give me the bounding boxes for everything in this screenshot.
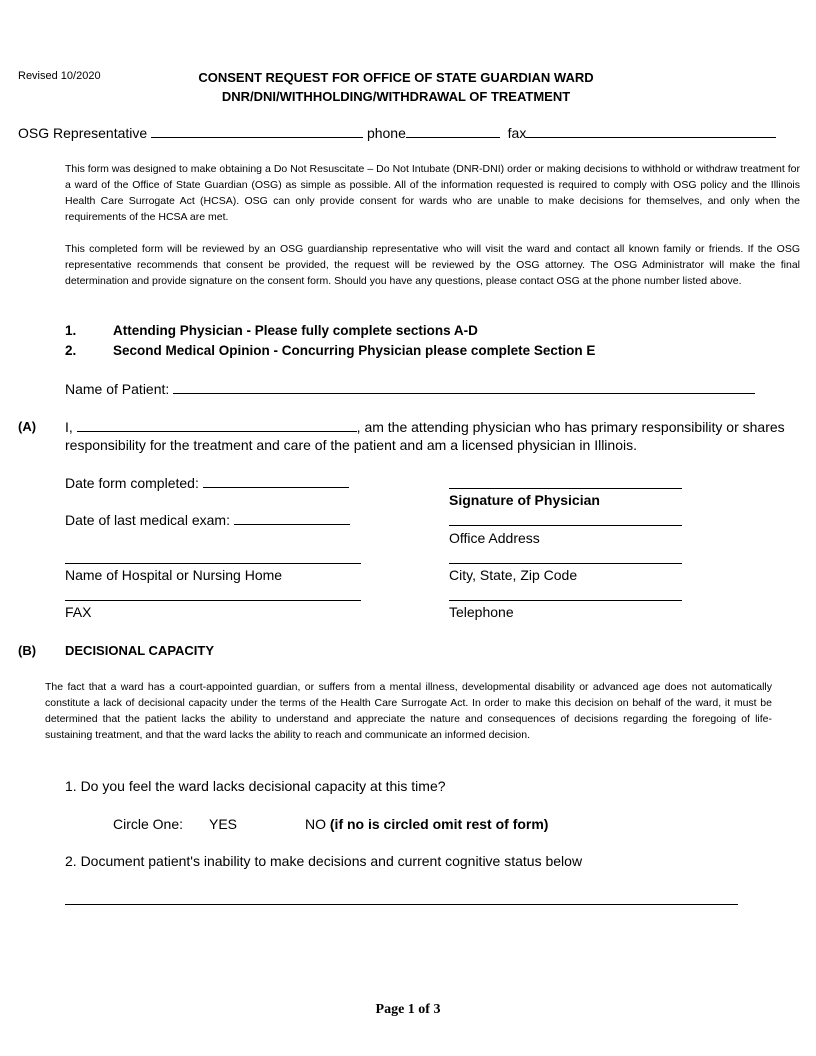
patient-name-label: Name of Patient: [65, 381, 170, 397]
city-state-zip-label: City, State, Zip Code [449, 567, 578, 583]
osg-rep-label: OSG Representative [18, 125, 148, 141]
no-option-row [305, 816, 548, 832]
no-option[interactable]: NO [305, 816, 326, 832]
signature-field[interactable] [449, 488, 682, 489]
signature-label: Signature of Physician [449, 492, 600, 508]
yes-option[interactable]: YES [209, 816, 238, 832]
revision-date: Revised 10/2020 [18, 70, 101, 82]
date-completed-row [65, 474, 349, 491]
date-completed-field[interactable] [203, 474, 349, 488]
date-exam-field[interactable] [234, 511, 350, 525]
fax-number-field[interactable] [65, 600, 361, 601]
cognitive-status-field[interactable] [65, 904, 738, 905]
telephone-label: Telephone [449, 604, 514, 620]
step-1-text: Attending Physician - Please fully complete sections A-D [113, 323, 478, 338]
intro-paragraph-2: This completed form will be reviewed by an OSG guardianship representative who will visit the ward and contact all known family or friends. If the OSG representative recommends that consent be provided, the request will be reviewed by the OSG attorney. The OSG Administrator will make the final determination and provide signature on the consent form. Should you have any questions, please contact OSG at the phone number listed above. [65, 243, 800, 287]
physician-statement-line-2: responsibility for the treatment and care of the patient and am a licensed physician in Illinois. [65, 437, 637, 453]
title-line-2: DNR/DNI/WITHHOLDING/WITHDRAWAL OF TREATMENT [221, 89, 571, 104]
hospital-label: Name of Hospital or Nursing Home [65, 567, 283, 583]
fax-number-label: FAX [65, 604, 92, 620]
step-1 [65, 323, 478, 338]
hospital-field[interactable] [65, 563, 361, 564]
date-completed-label: Date form completed: [65, 475, 199, 491]
telephone-field[interactable] [449, 600, 682, 601]
section-b-label: (B) [18, 643, 37, 658]
form-title [140, 68, 652, 106]
office-address-label: Office Address [449, 530, 540, 546]
city-state-zip-field[interactable] [449, 563, 682, 564]
question-1: 1. Do you feel the ward lacks decisional capacity at this time? [65, 778, 446, 794]
phone-field[interactable] [406, 124, 500, 138]
fax-label: fax [507, 125, 527, 141]
step-2 [65, 343, 595, 358]
question-2: 2. Document patient's inability to make decisions and current cognitive status below [65, 853, 583, 869]
phone-label: phone [366, 125, 406, 141]
section-b-title: DECISIONAL CAPACITY [65, 643, 215, 658]
decisional-capacity-paragraph: The fact that a ward has a court-appointed guardian, or suffers from a mental illness, developmental disability or advanced age does not automatically constitute a lack of decisional capacity under the terms of the Health Care Surrogate Act. In order to make this decision on behalf of the ward, it must be determined that the patient lacks the ability to understand and appreciate the nature and consequences of decisions regarding the foregoing of life-sustaining treatment, and that the ward lacks the ability to reach and communicate an informed decision. [45, 681, 772, 741]
page-number: Page 1 of 3 [375, 1002, 441, 1017]
circle-one-label: Circle One: [113, 816, 184, 832]
date-exam-label: Date of last medical exam: [65, 512, 230, 528]
physician-statement-prefix: I, [65, 419, 73, 435]
intro-paragraph-1: This form was designed to make obtaining a Do Not Resuscitate – Do Not Intubate (DNR-DNI) order or making decisions to withhold or withdraw treatment for a ward of the Office of State Guardian (OSG) as simple as possible. All of the information requested is required to comply with OSG policy and the Illinois Health Care Surrogate Act (HCSA). OSG can only provide consent for wards who are unable to make decisions for themselves, and only when the requirements of the HCSA are met. [65, 163, 800, 223]
physician-statement-suffix: , am the attending physician who has primary responsibility or shares [356, 419, 785, 435]
step-1-number: 1. [65, 323, 77, 338]
office-address-field[interactable] [449, 525, 682, 526]
physician-name-field[interactable] [77, 418, 357, 432]
section-a-label: (A) [18, 419, 37, 434]
patient-name-field[interactable] [173, 380, 755, 394]
no-option-note: (if no is circled omit rest of form) [329, 816, 549, 832]
osg-rep-field[interactable] [151, 124, 363, 138]
title-line-1: CONSENT REQUEST FOR OFFICE OF STATE GUARDIAN WARD [198, 70, 594, 85]
step-2-text: Second Medical Opinion - Concurring Physician please complete Section E [113, 343, 596, 358]
physician-statement-line-1 [65, 418, 785, 435]
step-2-number: 2. [65, 343, 77, 358]
date-exam-row [65, 511, 350, 528]
fax-field[interactable] [526, 124, 776, 138]
osg-contact-line [18, 124, 776, 141]
patient-name-row [65, 380, 755, 397]
